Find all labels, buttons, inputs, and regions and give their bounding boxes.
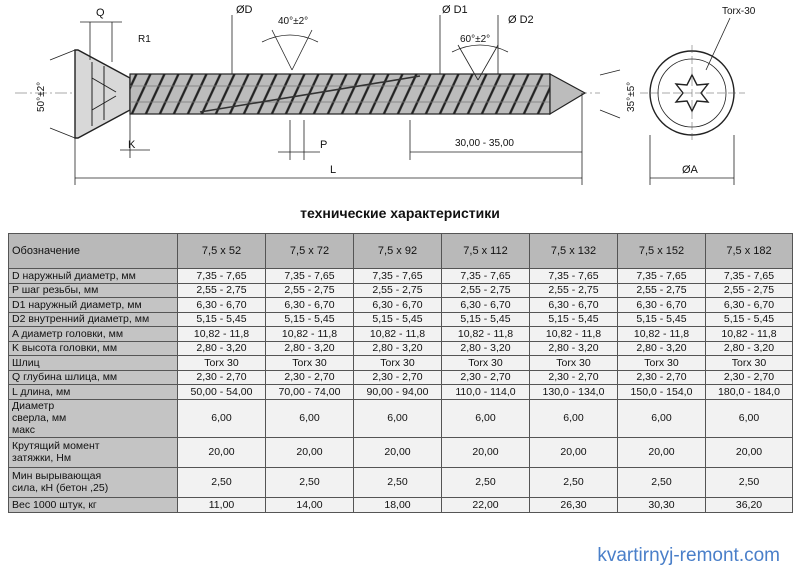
table-cell: 2,80 - 3,20 [706, 341, 793, 356]
screw-shank [130, 74, 585, 114]
table-row [9, 298, 793, 313]
row-label [9, 467, 178, 497]
table-cell: 2,30 - 2,70 [266, 370, 354, 385]
table-cell: 10,82 - 11,8 [354, 327, 442, 342]
table-cell: 5,15 - 5,45 [530, 312, 618, 327]
table-cell: 2,55 - 2,75 [354, 283, 442, 298]
header-cell: 7,5 x 182 [706, 234, 793, 269]
table-row [9, 467, 793, 497]
header-cell: 7,5 x 92 [354, 234, 442, 269]
screw-head [75, 50, 130, 138]
table-cell: 2,30 - 2,70 [706, 370, 793, 385]
row-label: A диаметр головки, мм [9, 327, 178, 342]
table-cell: 6,30 - 6,70 [442, 298, 530, 313]
table-cell: 10,82 - 11,8 [266, 327, 354, 342]
table-cell: 22,00 [442, 497, 530, 512]
table-row [9, 385, 793, 400]
table-cell: 6,00 [530, 399, 618, 437]
screw-technical-drawing [0, 0, 800, 200]
table-cell: 7,35 - 7,65 [354, 269, 442, 284]
table-cell: 10,82 - 11,8 [178, 327, 266, 342]
row-label [9, 399, 178, 437]
table-cell: 2,55 - 2,75 [618, 283, 706, 298]
dim-angle2: 60°±2° [460, 34, 491, 45]
table-cell: 18,00 [354, 497, 442, 512]
label-line: Диаметр [12, 400, 55, 412]
table-cell: 6,30 - 6,70 [178, 298, 266, 313]
dim-head-angle: 50°±2° [36, 81, 47, 112]
table-cell: 20,00 [442, 437, 530, 467]
head-end-view [640, 18, 745, 185]
row-label: Вес 1000 штук, кг [9, 497, 178, 512]
table-cell: 5,15 - 5,45 [442, 312, 530, 327]
row-label: D2 внутренний диаметр, мм [9, 312, 178, 327]
header-cell: 7,5 x 112 [442, 234, 530, 269]
table-cell: Torx 30 [266, 356, 354, 371]
table-cell: 7,35 - 7,65 [266, 269, 354, 284]
dim-torx: Torx-30 [722, 6, 756, 17]
table-cell: 20,00 [354, 437, 442, 467]
table-cell: 50,00 - 54,00 [178, 385, 266, 400]
table-cell: 2,55 - 2,75 [706, 283, 793, 298]
header-cell: 7,5 x 152 [618, 234, 706, 269]
table-cell: Torx 30 [354, 356, 442, 371]
row-label: D наружный диаметр, мм [9, 269, 178, 284]
table-cell: 2,55 - 2,75 [530, 283, 618, 298]
table-cell: 2,50 [442, 467, 530, 497]
dim-d1: Ø D1 [442, 4, 468, 16]
dim-q: Q [96, 7, 105, 19]
table-cell: 6,30 - 6,70 [266, 298, 354, 313]
table-cell: 2,80 - 3,20 [618, 341, 706, 356]
table-cell: 11,00 [178, 497, 266, 512]
dim-l: L [330, 164, 337, 176]
table-cell: 2,80 - 3,20 [530, 341, 618, 356]
header-cell: 7,5 x 52 [178, 234, 266, 269]
dim-d: ØD [236, 4, 253, 16]
table-row [9, 399, 793, 437]
table-cell: 5,15 - 5,45 [266, 312, 354, 327]
table-cell: 90,00 - 94,00 [354, 385, 442, 400]
row-label [9, 437, 178, 467]
table-cell: 26,30 [530, 497, 618, 512]
table-cell: 5,15 - 5,45 [354, 312, 442, 327]
table-cell: Torx 30 [178, 356, 266, 371]
spec-table [8, 233, 793, 513]
row-label: D1 наружный диаметр, мм [9, 298, 178, 313]
table-cell: 7,35 - 7,65 [530, 269, 618, 284]
table-cell: 5,15 - 5,45 [706, 312, 793, 327]
table-cell: 2,55 - 2,75 [266, 283, 354, 298]
table-cell: Torx 30 [530, 356, 618, 371]
table-cell: 20,00 [178, 437, 266, 467]
table-cell: 20,00 [618, 437, 706, 467]
table-cell: 6,00 [706, 399, 793, 437]
table-row [9, 269, 793, 284]
table-cell: 7,35 - 7,65 [706, 269, 793, 284]
table-cell: 2,80 - 3,20 [178, 341, 266, 356]
table-cell: 2,50 [178, 467, 266, 497]
table-cell: 20,00 [530, 437, 618, 467]
table-cell: 6,00 [618, 399, 706, 437]
watermark-text: kvartirnyj-remont.com [597, 545, 780, 566]
table-cell: 6,00 [266, 399, 354, 437]
table-cell: 2,50 [706, 467, 793, 497]
table-cell: 2,80 - 3,20 [266, 341, 354, 356]
label-line: затяжки, Нм [12, 452, 72, 464]
dim-r1: R1 [138, 34, 151, 45]
table-cell: 10,82 - 11,8 [530, 327, 618, 342]
table-cell: 6,00 [178, 399, 266, 437]
table-cell: 2,30 - 2,70 [618, 370, 706, 385]
table-cell: Torx 30 [442, 356, 530, 371]
table-cell: 6,00 [442, 399, 530, 437]
dim-d2: Ø D2 [508, 14, 534, 26]
table-cell: 2,80 - 3,20 [442, 341, 530, 356]
table-row [9, 283, 793, 298]
label-line: сила, кН (бетон ,25) [12, 482, 109, 494]
dim-tip-angle: 35°±5° [626, 81, 637, 112]
row-label: K высота головки, мм [9, 341, 178, 356]
dim-p: P [320, 139, 328, 151]
table-cell: 2,50 [618, 467, 706, 497]
dim-k: K [128, 139, 136, 151]
table-cell: 6,30 - 6,70 [618, 298, 706, 313]
table-cell: 20,00 [266, 437, 354, 467]
table-row [9, 497, 793, 512]
table-cell: 70,00 - 74,00 [266, 385, 354, 400]
table-cell: 10,82 - 11,8 [618, 327, 706, 342]
table-cell: 7,35 - 7,65 [442, 269, 530, 284]
table-row [9, 312, 793, 327]
table-cell: 36,20 [706, 497, 793, 512]
label-line: Мин вырывающая [12, 470, 102, 482]
table-row [9, 370, 793, 385]
table-cell: 2,30 - 2,70 [178, 370, 266, 385]
row-label: L длина, мм [9, 385, 178, 400]
table-cell: 130,0 - 134,0 [530, 385, 618, 400]
header-cell: Обозначение [9, 234, 178, 269]
table-cell: 7,35 - 7,65 [178, 269, 266, 284]
table-cell: 5,15 - 5,45 [618, 312, 706, 327]
table-cell: 2,50 [266, 467, 354, 497]
table-title: технические характеристики [300, 205, 500, 221]
table-cell: Torx 30 [706, 356, 793, 371]
row-label: Шлиц [9, 356, 178, 371]
table-row [9, 437, 793, 467]
table-cell: 10,82 - 11,8 [442, 327, 530, 342]
dim-angle1: 40°±2° [278, 16, 309, 27]
table-row [9, 327, 793, 342]
table-cell: Torx 30 [618, 356, 706, 371]
table-cell: 2,50 [354, 467, 442, 497]
table-cell: 2,30 - 2,70 [530, 370, 618, 385]
table-cell: 20,00 [706, 437, 793, 467]
table-cell: 150,0 - 154,0 [618, 385, 706, 400]
table-row [9, 356, 793, 371]
label-line: макс [12, 424, 36, 436]
table-cell: 6,30 - 6,70 [530, 298, 618, 313]
header-cell: 7,5 x 72 [266, 234, 354, 269]
table-cell: 2,50 [530, 467, 618, 497]
table-cell: 7,35 - 7,65 [618, 269, 706, 284]
label-line: Крутящий момент [12, 440, 100, 452]
table-cell: 180,0 - 184,0 [706, 385, 793, 400]
table-cell: 2,30 - 2,70 [442, 370, 530, 385]
header-cell: 7,5 x 132 [530, 234, 618, 269]
table-cell: 2,30 - 2,70 [354, 370, 442, 385]
table-cell: 110,0 - 114,0 [442, 385, 530, 400]
table-cell: 10,82 - 11,8 [706, 327, 793, 342]
table-row [9, 341, 793, 356]
table-cell: 6,30 - 6,70 [354, 298, 442, 313]
table-cell: 5,15 - 5,45 [178, 312, 266, 327]
dim-tip-length: 30,00 - 35,00 [455, 138, 514, 149]
table-cell: 2,80 - 3,20 [354, 341, 442, 356]
table-cell: 30,30 [618, 497, 706, 512]
dim-a: ØA [682, 164, 698, 176]
row-label: Q глубина шлица, мм [9, 370, 178, 385]
table-cell: 2,55 - 2,75 [178, 283, 266, 298]
table-cell: 6,30 - 6,70 [706, 298, 793, 313]
header-row [9, 234, 793, 269]
table-cell: 2,55 - 2,75 [442, 283, 530, 298]
label-line: сверла, мм [12, 412, 67, 424]
row-label: P шаг резьбы, мм [9, 283, 178, 298]
table-cell: 6,00 [354, 399, 442, 437]
table-cell: 14,00 [266, 497, 354, 512]
